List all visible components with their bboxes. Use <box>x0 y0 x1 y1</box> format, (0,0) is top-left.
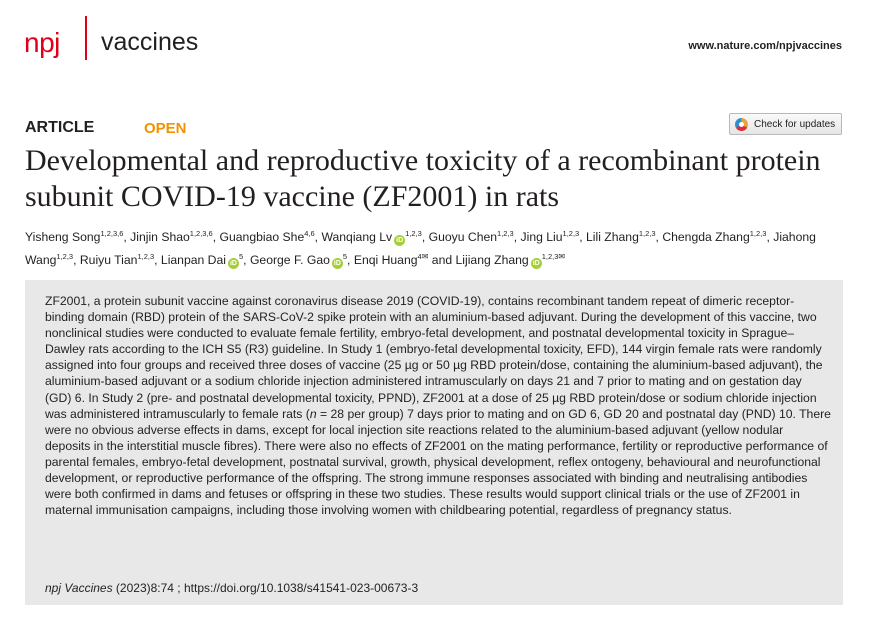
open-access-label: OPEN <box>144 120 187 137</box>
author-affiliation: 1,2,3,6 <box>100 229 124 238</box>
author-entry <box>521 230 580 244</box>
article-type-label: ARTICLE <box>25 119 95 136</box>
author-entry <box>161 253 243 267</box>
citation-details[interactable]: (2023)8:74 ; https://doi.org/10.1038/s41541-023-00673-3 <box>112 581 419 595</box>
journal-name[interactable]: vaccines <box>101 28 199 56</box>
author-entry <box>220 230 315 244</box>
author-entry <box>25 230 123 244</box>
abstract-box <box>25 280 843 605</box>
citation <box>45 581 418 595</box>
check-for-updates-button[interactable] <box>729 113 842 135</box>
author-list: Yisheng Song$^{1,2,3,6}$, Jinjin Shao$^{1,2,3,6}$, Guangbiao She$^{4,6}$, Wanqiang Lv iD$^{1,2,3}$, Guoyu Chen$^{1,2,3}$, Jing Liu$^{1,2,3}$, Lili Zhang$^{1,2,3}$, Chengda Zhang$^{1,2,3}$, Jiahong Wang$^{1,2,3}$, Ruiyu Tian$^{1,2,3}$, Lianpan Dai $iD^5$, George F. Gao $iD^5$, Enqi Huang$^{4✉}$ and Lijiang Zhang $iD^{1,2,3✉}$ <box>25 229 816 267</box>
abstract-part-2: = 28 per group) 7 days prior to mating and on GD 6, GD 20 and postnatal day (PND) 10. There were no obvious adverse effects in dams, except for local injection site reactions related to the aluminium-based adjuvant (yellow nodular deposits in the interstitial muscle fibres). There were also no effects of ZF2001 on the mating performance, fertility or reproductive performance of parental females, embryo-fetal development, postnatal survival, growth, physical development, reflex ontogeny, behavioural and neurofunctional development, or reproductive performance of the offspring. The strong immune responses associated with binding and neutralising antibodies were both confirmed in dams and fetuses or offspring in these two studies. These results would support clinical trials or the use of ZF2001 in maternal immunisation campaigns, including those involving women with childbearing potential, regardless of pregnancy status. <box>45 406 831 518</box>
author-affiliation: 4 <box>417 252 422 261</box>
email-icon[interactable]: ✉ <box>421 252 429 261</box>
author-affiliation: 1,2,3 <box>497 229 514 238</box>
abstract-n-variable: n <box>309 406 317 421</box>
author-name[interactable]: Jing Liu <box>520 230 563 244</box>
author-affiliation: 1,2,3 <box>541 252 559 261</box>
author-entry <box>429 230 514 244</box>
author-name[interactable]: Lijiang Zhang <box>455 253 529 267</box>
author-affiliation: 5 <box>342 252 348 261</box>
author-name[interactable]: Lianpan Dai <box>160 253 226 267</box>
author-entry <box>354 253 429 267</box>
author-name[interactable]: Chengda Zhang <box>662 230 750 244</box>
logo-divider <box>85 16 87 60</box>
author-affiliation: 1,2,3,6 <box>189 229 213 238</box>
citation-journal: npj Vaccines <box>45 581 113 595</box>
author-entry <box>586 230 656 244</box>
author-affiliation: 1,2,3 <box>749 229 767 238</box>
author-name[interactable]: Guangbiao She <box>219 230 305 244</box>
abstract-part-1: ZF2001, a protein subunit vaccine against coronavirus disease 2019 (COVID-19), contains recombinant tandem repeat of dimeric receptor-binding domain (RBD) protein of the SARS-CoV-2 spike protein with an aluminium-based adjuvant. During the development of this vaccine, two nonclinical studies were conducted to evaluate female fertility, embryo-fetal development, and postnatal developmental toxicity in Sprague–Dawley rats according to the ICH S5 (R3) guideline. In Study 1 (embryo-fetal developmental toxicity, EFD), 144 virgin female rats were randomly assigned into four groups and received three doses of vaccine (25 µg or 50 µg RBD protein/dose, containing the aluminium-based adjuvant), the aluminium-based adjuvant or a sodium chloride injection administered intramuscularly on days 21 and 7 prior to mating and on gestation day (GD) 6. In Study 2 (pre- and postnatal developmental toxicity, PPND), ZF2001 at a dose of 25 µg RBD protein/dose or sodium chloride injection was administered intramuscularly to female rats ( <box>45 294 823 421</box>
author-affiliation: 1,2,3 <box>137 252 155 261</box>
author-name[interactable]: Guoyu Chen <box>428 230 498 244</box>
orcid-icon[interactable]: iD <box>532 260 540 267</box>
author-name[interactable]: Lili Zhang <box>586 230 639 244</box>
journal-logo[interactable]: npj <box>24 27 60 58</box>
author-name[interactable]: Enqi Huang <box>353 253 418 267</box>
abstract-text <box>45 293 831 518</box>
site-url-link[interactable]: www.nature.com/npjvaccines <box>688 40 842 52</box>
author-name[interactable]: Ruiyu Tian <box>79 253 138 267</box>
author-affiliation: 5 <box>238 252 244 261</box>
orcid-icon[interactable]: iD <box>229 260 237 267</box>
author-name[interactable]: Jiahong Wang <box>25 230 816 267</box>
author-name[interactable]: George F. Gao <box>249 253 330 267</box>
check-for-updates-label: Check for updates <box>754 118 836 130</box>
author-affiliation: 1,2,3 <box>562 229 580 238</box>
author-entry <box>321 230 421 244</box>
orcid-icon[interactable]: iD <box>396 237 404 244</box>
author-entry <box>80 253 154 267</box>
author-entry <box>130 230 213 244</box>
author-name[interactable]: Yisheng Song <box>25 230 101 244</box>
author-affiliation: 1,2,3 <box>405 229 422 238</box>
article-title: Developmental and reproductive toxicity of a recombinant protein subunit COVID-19 vaccine (ZF2001) in rats <box>25 144 821 213</box>
author-name[interactable]: Wanqiang Lv <box>321 230 393 244</box>
orcid-icon[interactable]: iD <box>333 260 341 267</box>
crossmark-icon <box>735 118 748 131</box>
author-entry <box>662 230 766 244</box>
author-entry <box>456 253 566 267</box>
author-affiliation: 1,2,3 <box>56 252 74 261</box>
email-icon[interactable]: ✉ <box>558 252 566 261</box>
author-affiliation: 4,6 <box>304 229 315 238</box>
author-affiliation: 1,2,3 <box>638 229 656 238</box>
author-name[interactable]: Jinjin Shao <box>130 230 190 244</box>
author-entry <box>250 253 347 267</box>
